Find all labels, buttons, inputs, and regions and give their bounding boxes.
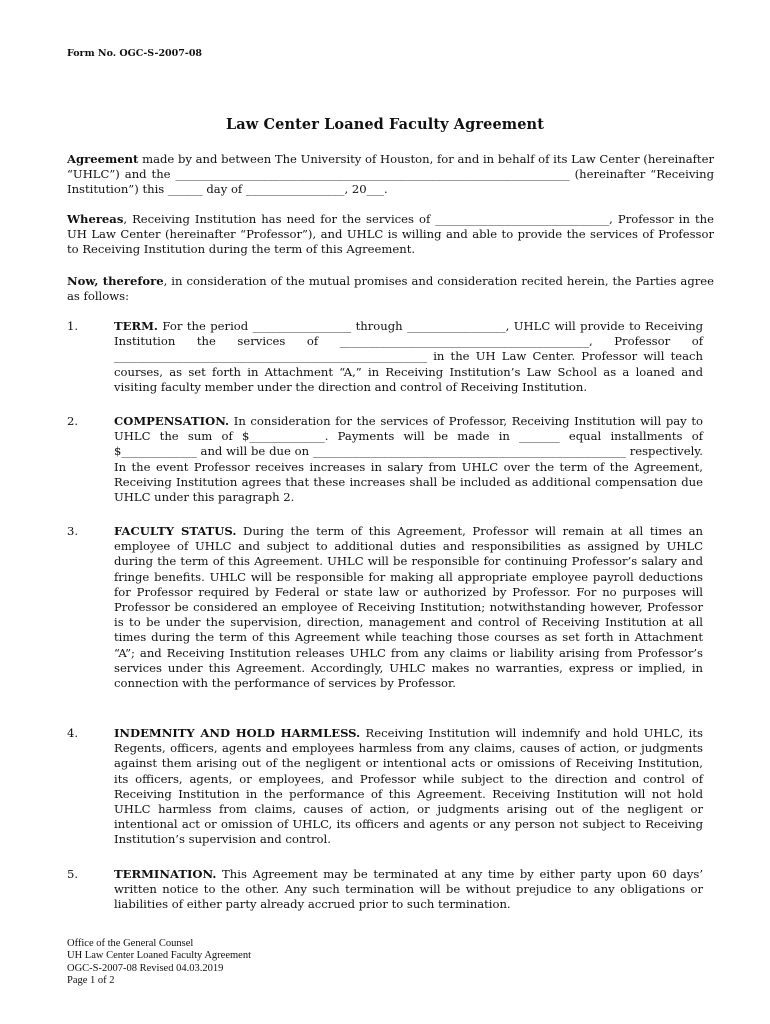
section-number: 5. bbox=[67, 867, 79, 881]
intro-text: made by and between The University of Houston, for and in behalf of its Law Center (hereinafter “UHLC”) and the ____________________________________________________________________ (hereinafter “Receiving Institution”) this ______ day of _________________, 20___. bbox=[67, 152, 714, 197]
intro-lead: Agreement bbox=[67, 152, 139, 166]
intro-paragraph bbox=[67, 152, 714, 198]
whereas-lead: Whereas bbox=[67, 212, 124, 226]
now-therefore-lead: Now, therefore bbox=[67, 274, 164, 288]
section-number: 1. bbox=[67, 319, 79, 333]
now-therefore-paragraph bbox=[67, 274, 714, 304]
section-text: During the term of this Agreement, Professor will remain at all times an employee of UHLC and subject to additional duties and responsibilities as assigned by UHLC during the term of this Agreement. UHLC will be responsible for continuing Professor’s salary and fringe benefits. UHLC will be responsible for making all appropriate employee payroll deductions for Professor required by Federal or state law or authorized by Professor. For no purposes will Professor be considered an employee of Receiving Institution; notwithstanding however, Professor is to be under the supervision, direction, management and control of Receiving Institution at all times during the term of this Agreement while teaching those courses as set forth in Attachment “A”; and Receiving Institution releases UHLC from any claims or liability arising from Professor’s services under this Agreement. Accordingly, UHLC makes no warranties, express or implied, in connection with the performance of services by Professor. bbox=[114, 524, 703, 691]
section-text: Receiving Institution will indemnify and hold UHLC, its Regents, officers, agents and employees harmless from any claims, causes of action, or judgments against them arising out of the negligent or intentional acts or omissions of Receiving Institution, its officers, agents, or employees, and Professor while subject to the direction and control of Receiving Institution in the performance of this Agreement. Receiving Institution will not hold UHLC harmless from claims, causes of action, or judgments arising out of the negligent or intentional act or omission of UHLC, its officers and agents or any person not subject to Receiving Institution’s supervision and control. bbox=[114, 726, 703, 847]
document-title: Law Center Loaned Faculty Agreement bbox=[226, 116, 544, 133]
section-heading: TERMINATION. bbox=[114, 867, 217, 881]
section-heading: COMPENSATION. bbox=[114, 414, 230, 428]
footer-office: Office of the General Counsel bbox=[67, 938, 194, 949]
section-text: In consideration for the services of Professor, Receiving Institution will pay to UHLC the sum of $_____________. Payments will be made in _______ equal installments of $_____________ and will be due on ______________________________________________________ respectively. In the event Professor receives increases in salary from UHLC over the term of the Agreement, Receiving Institution agrees that these increases shall be included as additional compensation due UHLC under this paragraph 2. bbox=[114, 414, 703, 505]
section-body bbox=[114, 726, 703, 848]
section-heading: FACULTY STATUS. bbox=[114, 524, 237, 538]
section-body bbox=[114, 319, 703, 395]
section-text: This Agreement may be terminated at any time by either party upon 60 days’ written notice to the other. Any such termination will be without prejudice to any obligations or liabilities of either party already accrued prior to such termination. bbox=[114, 867, 703, 912]
section-text: For the period _________________ through _________________, UHLC will provide to Receiving Institution the services of ___________________________________________, Professor of ______________________________________________________ in the UH Law Center. Professor will teach courses, as set forth in Attachment “A,” in Receiving Institution’s Law School as a loaned and visiting faculty member under the direction and control of Receiving Institution. bbox=[114, 319, 703, 394]
section-number: 4. bbox=[67, 726, 79, 740]
section-heading: TERM. bbox=[114, 319, 158, 333]
whereas-text: , Receiving Institution has need for the services of ______________________________, Professor in the UH Law Center (hereinafter “Professor”), and UHLC is willing and able to provide the services of Professor to Receiving Institution during the term of this Agreement. bbox=[67, 212, 714, 257]
section-body bbox=[114, 414, 703, 505]
footer-page-number: Page 1 of 2 bbox=[67, 975, 115, 987]
section-heading: INDEMNITY AND HOLD HARMLESS. bbox=[114, 726, 361, 740]
section-body bbox=[114, 867, 703, 913]
footer-document-name: UH Law Center Loaned Faculty Agreement bbox=[67, 950, 251, 962]
form-number: Form No. OGC-S-2007-08 bbox=[67, 48, 203, 59]
page-footer bbox=[67, 938, 251, 988]
section-number: 2. bbox=[67, 414, 79, 428]
section-number: 3. bbox=[67, 524, 79, 538]
section-body bbox=[114, 524, 703, 691]
whereas-paragraph bbox=[67, 212, 714, 258]
now-therefore-text: , in consideration of the mutual promises and consideration recited herein, the Parties agree as follows: bbox=[67, 274, 715, 304]
footer-revision: OGC-S-2007-08 Revised 04.03.2019 bbox=[67, 962, 224, 974]
